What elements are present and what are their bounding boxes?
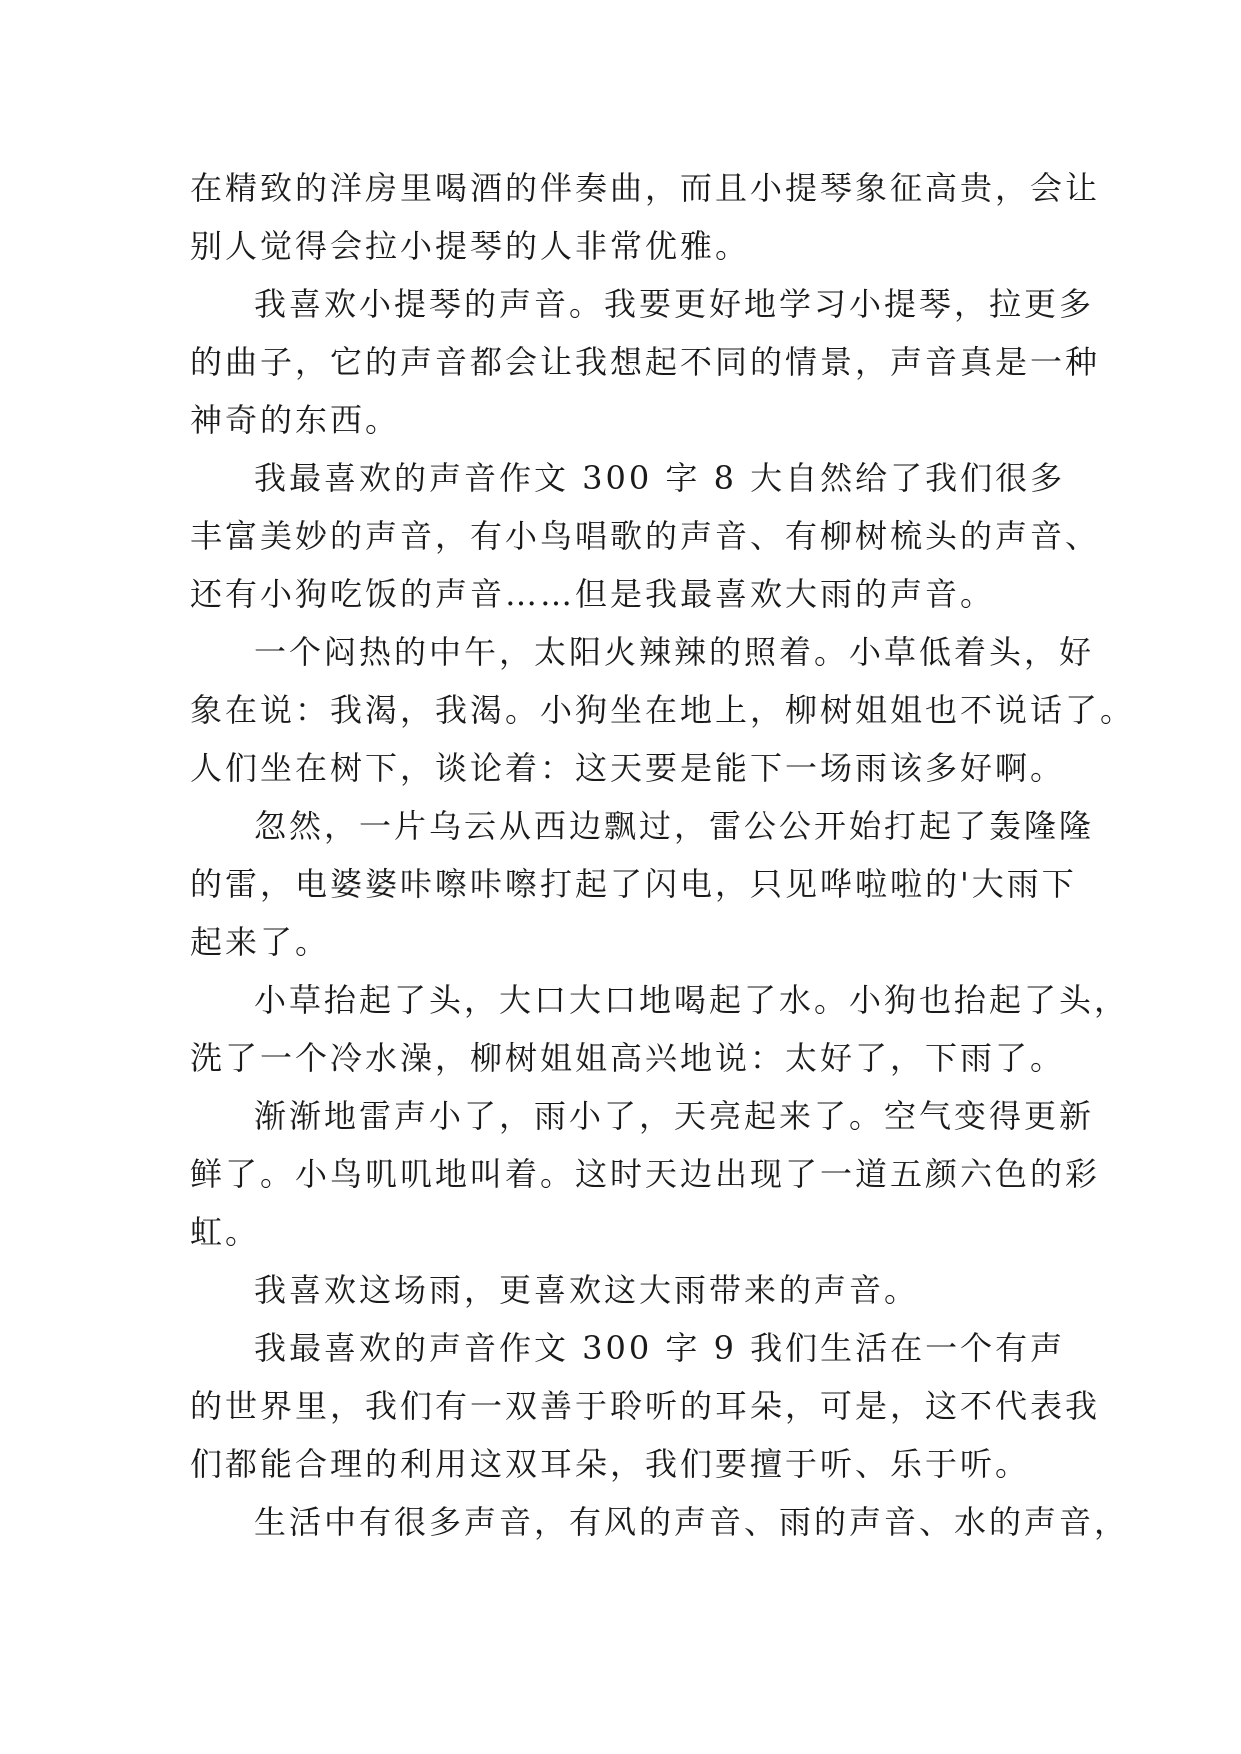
text-line: 忽然，一片乌云从西边飘过，雷公公开始打起了轰隆隆 xyxy=(254,807,1095,845)
text-line: 渐渐地雷声小了，雨小了，天亮起来了。空气变得更新 xyxy=(254,1097,1095,1135)
text-line: 在精致的洋房里喝酒的伴奏曲，而且小提琴象征高贵，会让 xyxy=(190,169,1101,207)
text-line: 一个闷热的中午，太阳火辣辣的照着。小草低着头，好 xyxy=(254,633,1095,671)
section-heading-line: 我最喜欢的声音作文 300 字 8 大自然给了我们很多 xyxy=(254,459,1066,497)
text-line: 神奇的东西。 xyxy=(190,401,401,439)
text-line: 鲜了。小鸟叽叽地叫着。这时天边出现了一道五颜六色的彩 xyxy=(190,1155,1101,1193)
text-line: 人们坐在树下，谈论着：这天要是能下一场雨该多好啊。 xyxy=(190,749,1066,787)
text-line: 的世界里，我们有一双善于聆听的耳朵，可是，这不代表我 xyxy=(190,1387,1101,1425)
text-line: 象在说：我渴，我渴。小狗坐在地上，柳树姐姐也不说话了。 xyxy=(190,691,1136,729)
text-line: 丰富美妙的声音，有小鸟唱歌的声音、有柳树梳头的声音、 xyxy=(190,517,1101,555)
text-line: 还有小狗吃饭的声音……但是我最喜欢大雨的声音。 xyxy=(190,575,996,613)
text-line: 我喜欢这场雨，更喜欢这大雨带来的声音。 xyxy=(254,1271,920,1309)
text-line: 的曲子，它的声音都会让我想起不同的情景，声音真是一种 xyxy=(190,343,1101,381)
text-line: 洗了一个冷水澡，柳树姐姐高兴地说：太好了，下雨了。 xyxy=(190,1039,1066,1077)
text-line: 虹。 xyxy=(190,1213,261,1251)
text-line: 起来了。 xyxy=(190,923,331,961)
text-line: 的雷，电婆婆咔嚓咔嚓打起了闪电，只见哗啦啦的'大雨下 xyxy=(190,865,1077,903)
text-line: 们都能合理的利用这双耳朵，我们要擅于听、乐于听。 xyxy=(190,1445,1031,1483)
section-heading-line: 我最喜欢的声音作文 300 字 9 我们生活在一个有声 xyxy=(254,1329,1066,1367)
text-line: 别人觉得会拉小提琴的人非常优雅。 xyxy=(190,227,751,265)
text-line: 我喜欢小提琴的声音。我要更好地学习小提琴，拉更多 xyxy=(254,285,1095,323)
text-line: 小草抬起了头，大口大口地喝起了水。小狗也抬起了头， xyxy=(254,981,1130,1019)
text-line: 生活中有很多声音，有风的声音、雨的声音、水的声音， xyxy=(254,1503,1130,1541)
